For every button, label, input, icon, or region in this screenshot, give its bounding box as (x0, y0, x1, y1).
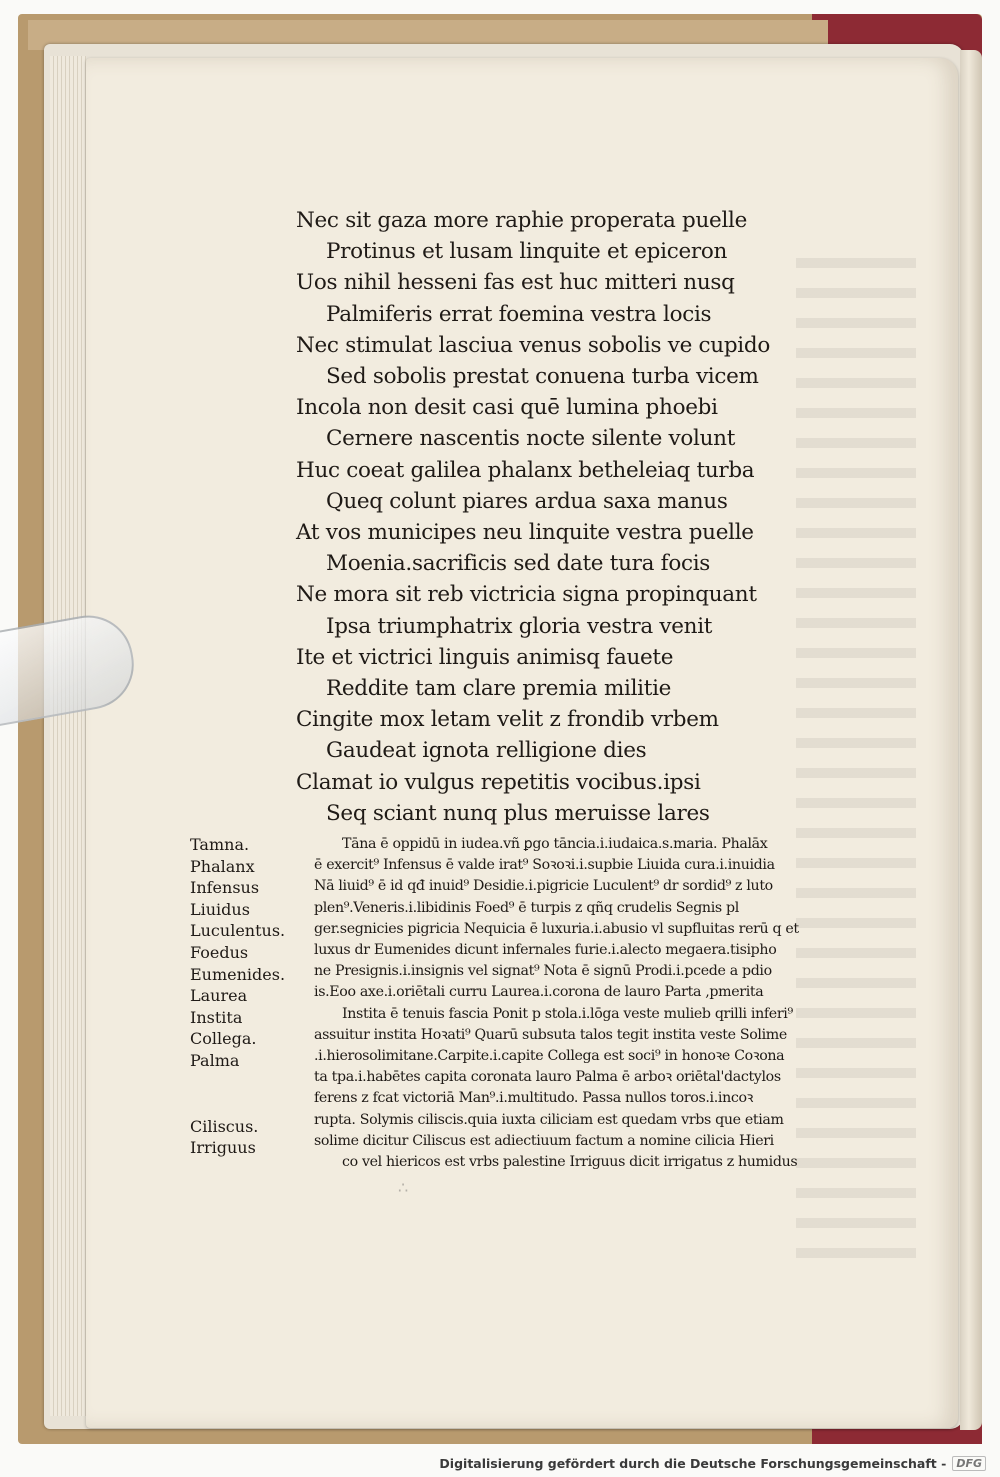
margin-gloss: Instita (190, 1007, 243, 1027)
commentary-line: ē exercit⁹ Infensus ē valde irat⁹ Soꝛoꝛi.i.supbie Liuida cura.i.inuidia (314, 857, 775, 874)
commentary-line: solime dicitur Ciliscus est adiectiuum factum a nomine cilicia Hieri (314, 1132, 774, 1149)
margin-gloss: Phalanx (190, 856, 255, 876)
margin-gloss: Tamna. (190, 835, 250, 854)
page-edges (50, 56, 86, 1416)
verse-line: Cernere nascentis nocte silente volunt (326, 426, 736, 452)
commentary-line: plen⁹.Veneris.i.libidinis Foed⁹ ē turpis z qñq crudelis Segnis pl (314, 899, 739, 916)
commentary-line: is.Eoo axe.i.oriētali curru Laurea.i.corona de lauro Parta ,pmerita (314, 984, 764, 1001)
commentary-line: ger.segnicies pigricia Nequicia ē luxuria.i.abusio vl supfluitas rerū q et (314, 920, 799, 937)
verse-line: Moenia.sacrificis sed date tura focis (326, 551, 711, 577)
verse-line: Protinus et lusam linquite et epiceron (326, 239, 728, 265)
verse-line: Clamat io vulgus repetitis vocibus.ipsi (296, 769, 701, 795)
verse-line: Seq sciant nunq plus meruisse lares (326, 800, 710, 826)
commentary-line: ta tpa.i.habētes capita coronata lauro Palma ē arboꝛ oriētal'dactylos (314, 1069, 781, 1086)
margin-gloss: Ciliscus. (190, 1116, 259, 1136)
margin-gloss: Liuidus (190, 899, 250, 919)
margin-gloss: Foedus (190, 942, 249, 962)
margin-gloss: Infensus (190, 878, 260, 898)
margin-gloss: Luculentus. (190, 921, 286, 941)
verse-line: Nec stimulat lasciua venus sobolis ve cupido (296, 332, 770, 358)
margin-gloss: Collega. (190, 1029, 257, 1049)
commentary-line: Instita ē tenuis fascia Ponit p stola.i.lōga veste mulieb qrilli inferi⁹ (342, 1005, 793, 1022)
verse-line: Queq colunt piares ardua saxa manus (326, 488, 728, 514)
verse-line: Incola non desit casi quē lumina phoebi (296, 395, 718, 421)
dfg-logo: DFG (952, 1456, 986, 1471)
footer-credit (439, 1453, 986, 1473)
verse-block (296, 205, 770, 829)
commentary-line: ferens z fcat victoriā Man⁹.i.multitudo. Passa nullos toros.i.incoꝛ (314, 1090, 754, 1107)
margin-gloss: Laurea (190, 986, 248, 1006)
commentary-line: rupta. Solymis ciliscis.quia iuxta ciliciam est quedam vrbs que etiam (314, 1111, 784, 1128)
margin-gloss: Palma (190, 1050, 240, 1070)
commentary-block (314, 834, 914, 1173)
commentary-line: .i.hierosolimitane.Carpite.i.capite Collega est soci⁹ in honoꝛe Coꝛona (314, 1048, 785, 1065)
commentary-line: assuitur instita Hoꝛati⁹ Quarū subsuta talos tegit instita veste Solime (314, 1026, 787, 1043)
commentary-line: luxus dr Eumenides dicunt infernales furie.i.alecto megaera.tisipho (314, 942, 777, 959)
footer-text: Digitalisierung gefördert durch die Deutsche Forschungsgemeinschaft - (439, 1455, 947, 1471)
verse-line: Reddite tam clare premia militie (326, 676, 672, 702)
verse-line: Ne mora sit reb victricia signa propinquant (296, 582, 757, 608)
margin-gloss: Eumenides. (190, 964, 286, 984)
commentary-line: Nā liuid⁹ ē id qđ inuid⁹ Desidie.i.pigricie Luculent⁹ dr sordid⁹ z luto (314, 878, 773, 895)
verse-line: Nec sit gaza more raphie properata puelle (296, 208, 748, 233)
verse-line: Palmiferis errat foemina vestra locis (326, 301, 712, 327)
commentary-line: ne Presignis.i.insignis vel signat⁹ Nota ē signū Prodi.i.pcede a pdio (314, 963, 772, 980)
margin-gloss: Irriguus (190, 1138, 256, 1158)
page-curl (960, 50, 982, 1430)
marginal-glosses (190, 834, 290, 1159)
verse-line: Cingite mox letam velit z frondib vrbem (296, 707, 719, 733)
ink-smudge: ∴ (398, 1178, 409, 1197)
verse-line: At vos municipes neu linquite vestra puelle (296, 520, 754, 546)
commentary-line: Tāna ē oppidū in iudea.vñ ꝑgo tāncia.i.iudaica.s.maria. Phalāx (342, 836, 768, 852)
verse-line: Huc coeat galilea phalanx betheleiaq turba (296, 457, 755, 483)
commentary-line: co vel hiericos est vrbs palestine Irriguus dicit irrigatus z humidus (342, 1154, 798, 1171)
verse-line: Sed sobolis prestat conuena turba vicem (326, 364, 759, 390)
verse-line: Uos nihil hesseni fas est huc mitteri nusq (296, 270, 735, 296)
verse-line: Ipsa triumphatrix gloria vestra venit (326, 613, 713, 639)
verse-line: Ite et victrici linguis animisq fauete (296, 644, 674, 670)
verse-line: Gaudeat ignota relligione dies (326, 738, 647, 764)
